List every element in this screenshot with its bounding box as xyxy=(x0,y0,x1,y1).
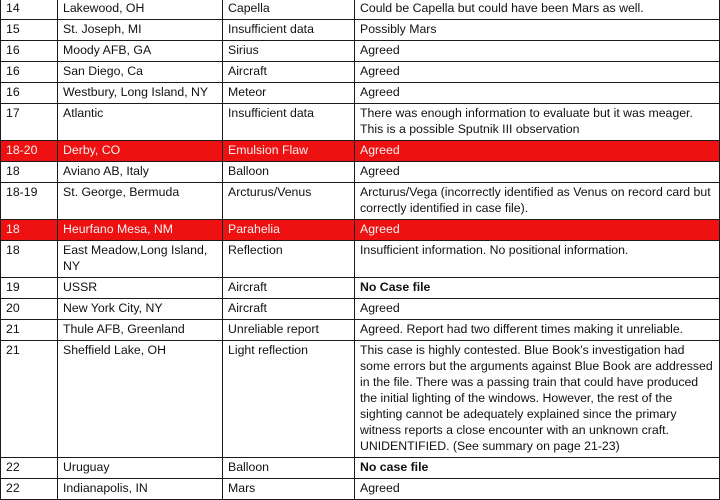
evaluation-cell: Sirius xyxy=(223,41,355,62)
comment-cell: Agreed xyxy=(355,220,720,241)
comment-cell: Possibly Mars xyxy=(355,20,720,41)
date-cell: 21 xyxy=(1,341,58,458)
evaluation-cell: Meteor xyxy=(223,83,355,104)
table-row xyxy=(1,241,720,278)
evaluation-cell: Arcturus/Venus xyxy=(223,183,355,220)
comment-cell: Agreed. Report had two different times making it unreliable. xyxy=(355,320,720,341)
table-row xyxy=(1,278,720,299)
date-cell: 19 xyxy=(1,278,58,299)
table-row xyxy=(1,83,720,104)
evaluation-cell: Aircraft xyxy=(223,278,355,299)
comment-cell: Agreed xyxy=(355,62,720,83)
evaluation-cell: Insufficient data xyxy=(223,20,355,41)
table-row xyxy=(1,62,720,83)
evaluation-cell: Emulsion Flaw xyxy=(223,141,355,162)
evaluation-cell: Aircraft xyxy=(223,299,355,320)
location-cell: St. George, Bermuda xyxy=(58,183,223,220)
evaluation-cell: Reflection xyxy=(223,241,355,278)
date-cell: 22 xyxy=(1,479,58,500)
date-cell: 17 xyxy=(1,104,58,141)
date-cell: 14 xyxy=(1,0,58,20)
table-row xyxy=(1,458,720,479)
evaluation-cell: Unreliable report xyxy=(223,320,355,341)
location-cell: Thule AFB, Greenland xyxy=(58,320,223,341)
comment-cell: This case is highly contested. Blue Book’s investigation had some errors but the arguments against Blue Book are addressed in the file. There was a passing train that could have produced the initial lighting of the windows. However, the rest of the sighting cannot be adequately explained since the primary witness reports a close encounter with an unknown craft. UNIDENTIFIED. (See summary on page 21-23) xyxy=(355,341,720,458)
comment-cell: Agreed xyxy=(355,83,720,104)
table-row-highlighted xyxy=(1,141,720,162)
comment-cell: Agreed xyxy=(355,479,720,500)
table-row xyxy=(1,41,720,62)
table-row xyxy=(1,20,720,41)
location-cell: Derby, CO xyxy=(58,141,223,162)
location-cell: Lakewood, OH xyxy=(58,0,223,20)
comment-cell: No case file xyxy=(355,458,720,479)
location-cell: Indianapolis, IN xyxy=(58,479,223,500)
table-row xyxy=(1,162,720,183)
location-cell: Uruguay xyxy=(58,458,223,479)
date-cell: 18-19 xyxy=(1,183,58,220)
date-cell: 18 xyxy=(1,241,58,278)
date-cell: 16 xyxy=(1,41,58,62)
evaluation-cell: Balloon xyxy=(223,162,355,183)
comment-cell: Agreed xyxy=(355,41,720,62)
comment-cell: Insufficient information. No positional information. xyxy=(355,241,720,278)
evaluation-cell: Mars xyxy=(223,479,355,500)
date-cell: 21 xyxy=(1,320,58,341)
comment-cell: Agreed xyxy=(355,162,720,183)
evaluation-cell: Balloon xyxy=(223,458,355,479)
date-cell: 18 xyxy=(1,220,58,241)
date-cell: 16 xyxy=(1,62,58,83)
table-row xyxy=(1,0,720,20)
table-row-highlighted xyxy=(1,220,720,241)
location-cell: New York City, NY xyxy=(58,299,223,320)
location-cell: Atlantic xyxy=(58,104,223,141)
location-cell: Aviano AB, Italy xyxy=(58,162,223,183)
location-cell: San Diego, Ca xyxy=(58,62,223,83)
table-row xyxy=(1,320,720,341)
location-cell: Sheffield Lake, OH xyxy=(58,341,223,458)
evaluation-cell: Light reflection xyxy=(223,341,355,458)
date-cell: 16 xyxy=(1,83,58,104)
location-cell: St. Joseph, MI xyxy=(58,20,223,41)
evaluation-cell: Aircraft xyxy=(223,62,355,83)
evaluation-cell: Insufficient data xyxy=(223,104,355,141)
location-cell: USSR xyxy=(58,278,223,299)
date-cell: 20 xyxy=(1,299,58,320)
date-cell: 18 xyxy=(1,162,58,183)
table-row xyxy=(1,183,720,220)
date-cell: 18-20 xyxy=(1,141,58,162)
location-cell: Moody AFB, GA xyxy=(58,41,223,62)
date-cell: 22 xyxy=(1,458,58,479)
evaluation-cell: Capella xyxy=(223,0,355,20)
location-cell: Westbury, Long Island, NY xyxy=(58,83,223,104)
table-row xyxy=(1,479,720,500)
table-row xyxy=(1,341,720,458)
table-row xyxy=(1,104,720,141)
comment-cell: Could be Capella but could have been Mars as well. xyxy=(355,0,720,20)
comment-cell: Agreed xyxy=(355,141,720,162)
date-cell: 15 xyxy=(1,20,58,41)
evaluation-cell: Parahelia xyxy=(223,220,355,241)
location-cell: East Meadow,Long Island, NY xyxy=(58,241,223,278)
table-row xyxy=(1,299,720,320)
location-cell: Heurfano Mesa, NM xyxy=(58,220,223,241)
comment-cell: Agreed xyxy=(355,299,720,320)
comment-cell: No Case file xyxy=(355,278,720,299)
comment-cell: Arcturus/Vega (incorrectly identified as Venus on record card but correctly identified in case file). xyxy=(355,183,720,220)
comment-cell: There was enough information to evaluate but it was meager. This is a possible Sputnik III observation xyxy=(355,104,720,141)
